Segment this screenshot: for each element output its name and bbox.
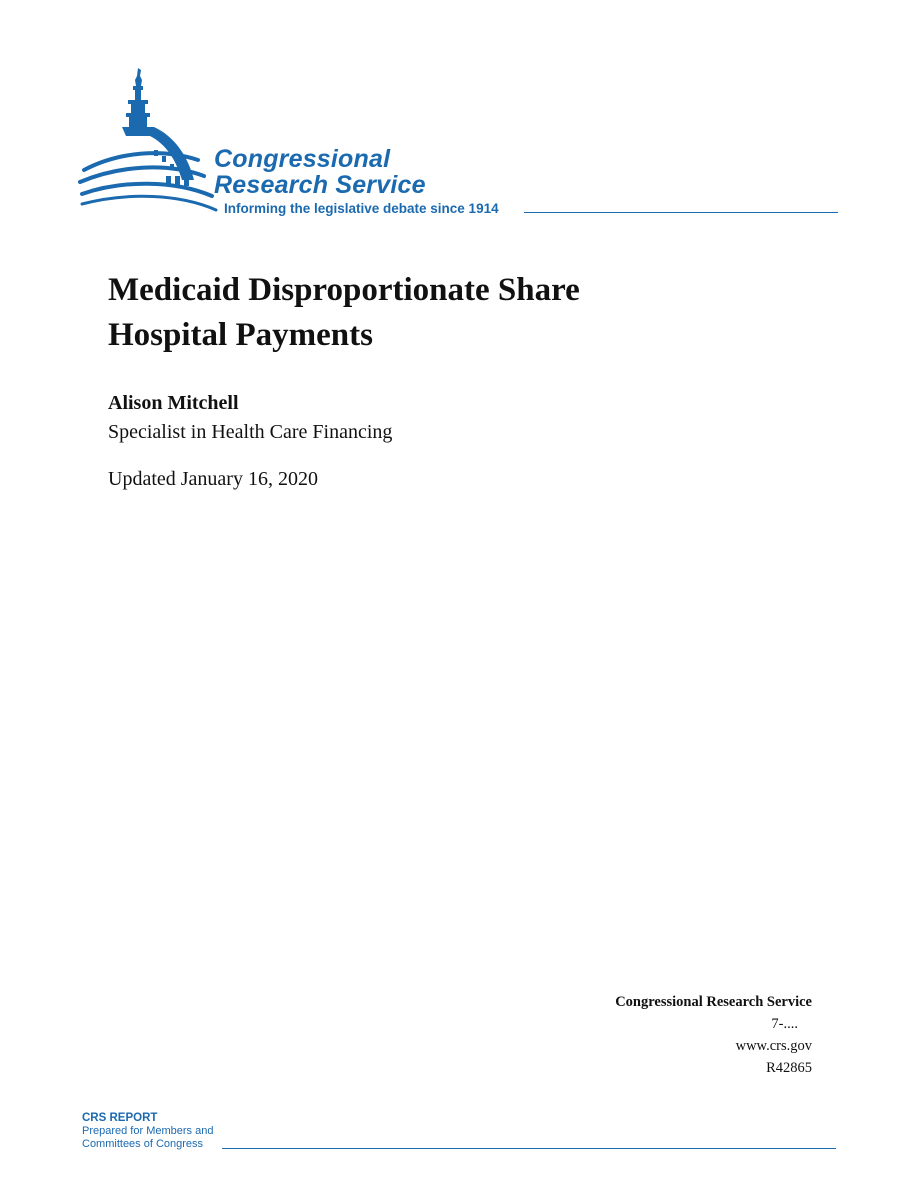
report-title xyxy=(108,268,748,358)
brand-name xyxy=(214,146,426,198)
author-role: Specialist in Health Care Financing xyxy=(108,421,393,443)
footer-label: CRS REPORT xyxy=(82,1112,158,1124)
brand-line-1: Congressional xyxy=(214,145,391,173)
author-name: Alison Mitchell xyxy=(108,392,239,414)
crs-url-link[interactable]: www.crs.gov xyxy=(735,1038,812,1054)
crs-number: 7-.... xyxy=(771,1016,798,1032)
brand-tagline: Informing the legislative debate since 1914 xyxy=(224,201,499,216)
brand-line-2: Research Service xyxy=(214,171,426,199)
crs-org-name: Congressional Research Service xyxy=(615,994,812,1010)
tagline-row xyxy=(224,201,838,221)
crs-logo xyxy=(78,64,838,224)
footer-line-1: Prepared for Members and xyxy=(82,1125,214,1137)
capitol-dome-icon xyxy=(78,64,218,219)
tagline-divider xyxy=(524,212,838,213)
report-title-line-1: Medicaid Disproportionate Share xyxy=(108,272,580,308)
updated-date: Updated January 16, 2020 xyxy=(108,468,318,490)
footer-line-2: Committees of Congress xyxy=(82,1138,204,1150)
footer-divider xyxy=(222,1148,836,1149)
crs-info-block xyxy=(615,991,812,1079)
crs-report-footer xyxy=(82,1112,836,1156)
report-number: R42865 xyxy=(766,1060,812,1076)
report-title-line-2: Hospital Payments xyxy=(108,317,373,353)
